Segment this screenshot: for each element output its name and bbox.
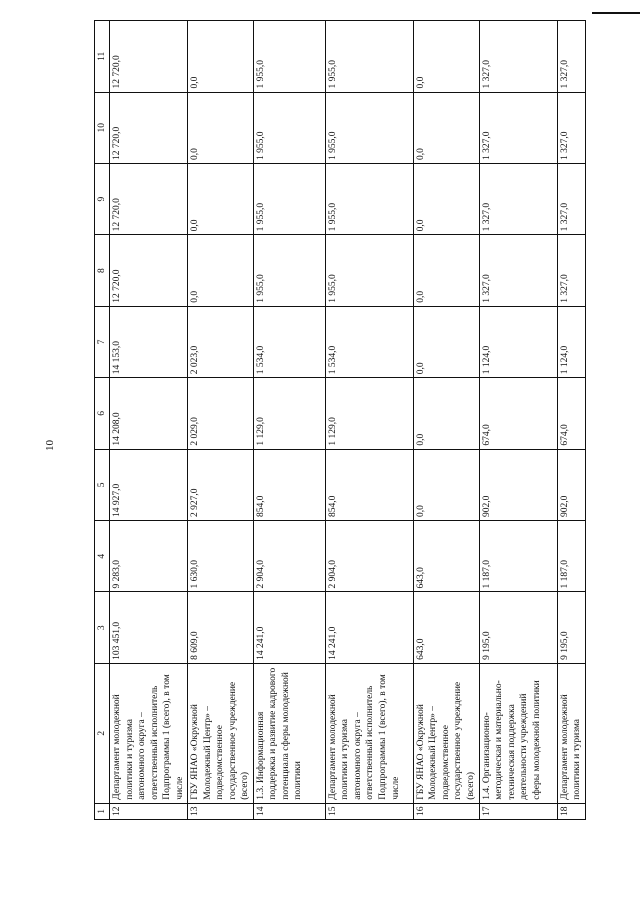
value-cell: 9 283,0 (110, 521, 188, 592)
row-number: 12 (110, 803, 188, 819)
value-cell: 902,0 (479, 449, 557, 520)
column-header: 1 (95, 803, 110, 819)
value-cell: 1 955,0 (325, 235, 413, 306)
row-number: 18 (557, 803, 585, 819)
table-row (110, 21, 188, 820)
header-row (95, 21, 110, 820)
value-cell: 14 241,0 (325, 592, 413, 663)
rotated-table-page (94, 20, 582, 820)
row-name: 1.3. Информационная поддержка и развитие кадрового потенциала сферы молодежной политики (253, 663, 325, 803)
table-row (188, 21, 254, 820)
value-cell: 1 534,0 (325, 306, 413, 377)
column-header: 9 (95, 163, 110, 234)
column-header: 10 (95, 92, 110, 163)
table-row (253, 21, 325, 820)
value-cell: 1 124,0 (557, 306, 585, 377)
value-cell: 1 955,0 (325, 163, 413, 234)
column-header: 8 (95, 235, 110, 306)
header-rule (592, 12, 640, 14)
value-cell: 1 955,0 (253, 21, 325, 93)
value-cell: 1 327,0 (479, 92, 557, 163)
value-cell: 1 129,0 (325, 378, 413, 449)
column-header: 5 (95, 449, 110, 520)
value-cell: 1 955,0 (253, 163, 325, 234)
value-cell: 1 124,0 (479, 306, 557, 377)
row-name: ГБУ ЯНАО «Окружной Молодежный Центр» – подведомственное государственное учреждение (всего) (188, 663, 254, 803)
value-cell: 2 023,0 (188, 306, 254, 377)
table-row (479, 21, 557, 820)
value-cell: 1 327,0 (479, 235, 557, 306)
value-cell: 9 195,0 (557, 592, 585, 663)
value-cell: 674,0 (557, 378, 585, 449)
table-row (325, 21, 413, 820)
value-cell: 12 720,0 (110, 235, 188, 306)
value-cell: 1 630,0 (188, 521, 254, 592)
value-cell: 0,0 (413, 306, 479, 377)
value-cell: 0,0 (188, 92, 254, 163)
value-cell: 1 955,0 (325, 21, 413, 93)
value-cell: 8 609,0 (188, 592, 254, 663)
value-cell: 14 927,0 (110, 449, 188, 520)
value-cell: 902,0 (557, 449, 585, 520)
value-cell: 0,0 (413, 92, 479, 163)
value-cell: 674,0 (479, 378, 557, 449)
table-row (557, 21, 585, 820)
row-name: Департамент молодежной политики и туризма автономного округа – ответственный исполнитель Подпрограммы 1 (всего), в том числе (325, 663, 413, 803)
value-cell: 1 187,0 (557, 521, 585, 592)
value-cell: 2 927,0 (188, 449, 254, 520)
value-cell: 14 208,0 (110, 378, 188, 449)
column-header: 2 (95, 663, 110, 803)
value-cell: 14 241,0 (253, 592, 325, 663)
column-header: 6 (95, 378, 110, 449)
value-cell: 1 955,0 (253, 92, 325, 163)
column-header: 4 (95, 521, 110, 592)
value-cell: 14 153,0 (110, 306, 188, 377)
value-cell: 1 327,0 (557, 21, 585, 93)
value-cell: 854,0 (253, 449, 325, 520)
value-cell: 1 129,0 (253, 378, 325, 449)
value-cell: 1 187,0 (479, 521, 557, 592)
row-name: 1.4. Организационно-методическая и материально-техническая поддержка деятельности учреждений сферы молодежной политики (479, 663, 557, 803)
value-cell: 0,0 (413, 378, 479, 449)
value-cell: 0,0 (188, 163, 254, 234)
row-number: 14 (253, 803, 325, 819)
value-cell: 643,0 (413, 592, 479, 663)
value-cell: 0,0 (413, 449, 479, 520)
row-number: 16 (413, 803, 479, 819)
value-cell: 854,0 (325, 449, 413, 520)
value-cell: 2 904,0 (253, 521, 325, 592)
value-cell: 103 451,0 (110, 592, 188, 663)
value-cell: 12 720,0 (110, 21, 188, 93)
row-number: 13 (188, 803, 254, 819)
value-cell: 1 327,0 (479, 163, 557, 234)
column-header: 11 (95, 21, 110, 93)
table-body (110, 21, 586, 820)
value-cell: 0,0 (188, 21, 254, 93)
value-cell: 12 720,0 (110, 163, 188, 234)
row-name: Департамент молодежной политики и туризма автономного округа – ответственный исполнитель Подпрограммы 1 (всего), в том числе (110, 663, 188, 803)
value-cell: 0,0 (188, 235, 254, 306)
row-number: 15 (325, 803, 413, 819)
page-number: 10 (44, 440, 56, 451)
value-cell: 9 195,0 (479, 592, 557, 663)
value-cell: 1 534,0 (253, 306, 325, 377)
row-name: ГБУ ЯНАО «Окружной Молодежный Центр» – подведомственное государственное учреждение (всего) (413, 663, 479, 803)
value-cell: 1 955,0 (253, 235, 325, 306)
value-cell: 1 327,0 (557, 235, 585, 306)
value-cell: 12 720,0 (110, 92, 188, 163)
value-cell: 1 327,0 (479, 21, 557, 93)
value-cell: 1 955,0 (325, 92, 413, 163)
budget-table (94, 20, 586, 820)
column-header: 7 (95, 306, 110, 377)
row-name: Департамент молодежной политики и туризма (557, 663, 585, 803)
value-cell: 1 327,0 (557, 92, 585, 163)
table-row (413, 21, 479, 820)
value-cell: 0,0 (413, 21, 479, 93)
row-number: 17 (479, 803, 557, 819)
value-cell: 643,0 (413, 521, 479, 592)
value-cell: 2 029,0 (188, 378, 254, 449)
value-cell: 0,0 (413, 163, 479, 234)
value-cell: 2 904,0 (325, 521, 413, 592)
value-cell: 0,0 (413, 235, 479, 306)
value-cell: 1 327,0 (557, 163, 585, 234)
column-header: 3 (95, 592, 110, 663)
